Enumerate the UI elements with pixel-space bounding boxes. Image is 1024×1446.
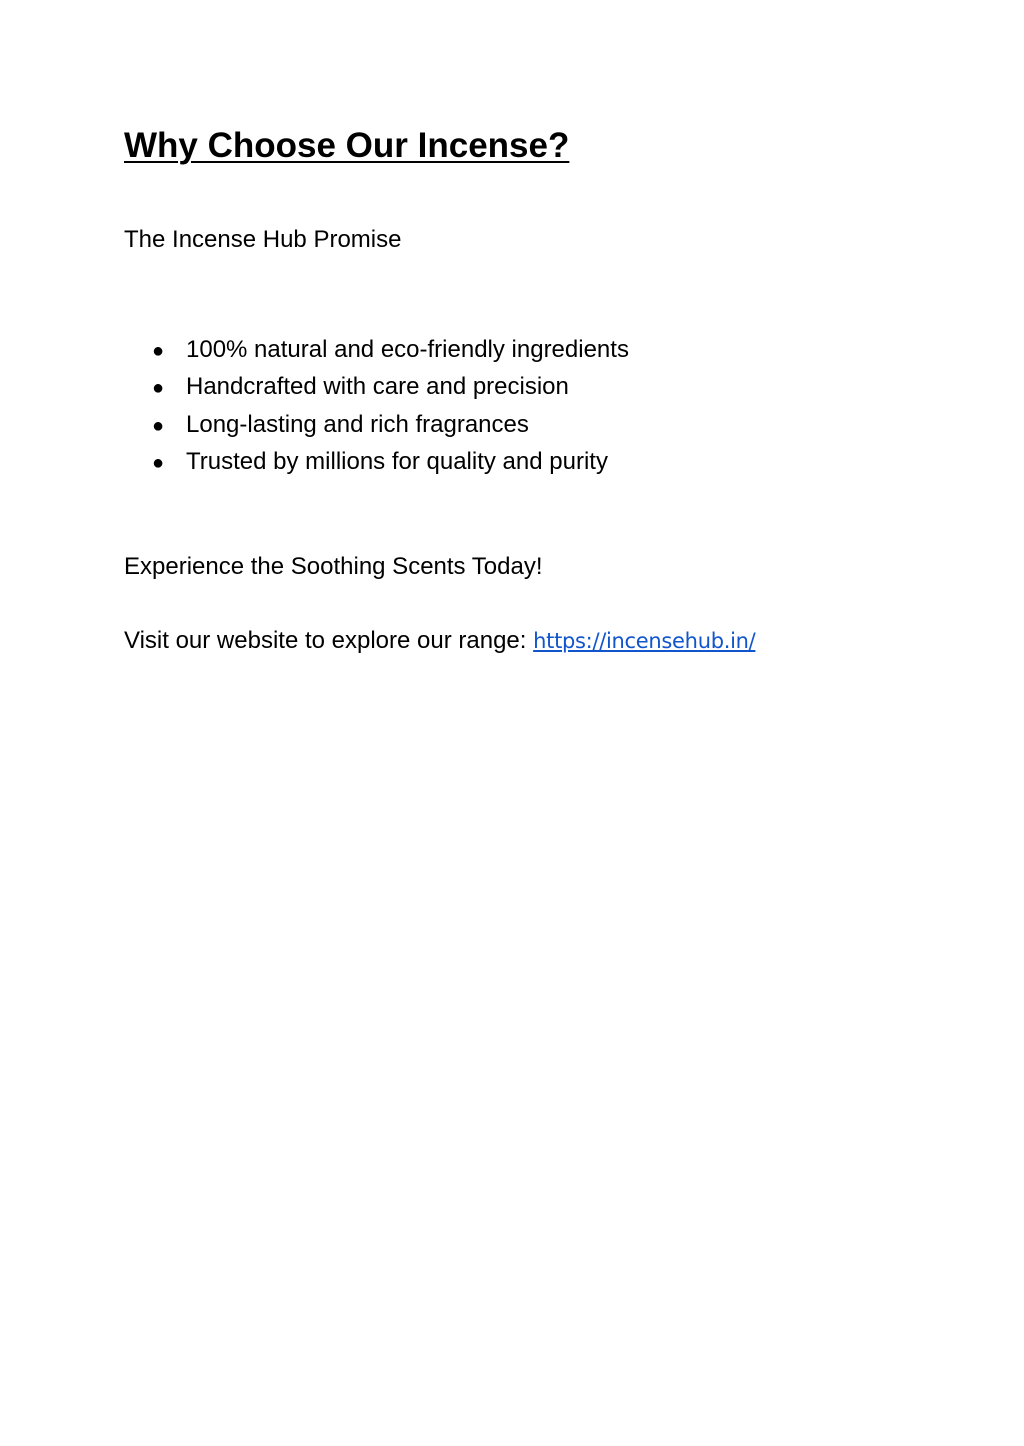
list-item [152,369,629,406]
list-item-text: Handcrafted with care and precision [186,373,569,401]
list-item [152,332,629,369]
list-item [152,444,629,481]
bullet-icon: ● [152,377,165,400]
promise-list [152,332,629,481]
list-item-text: 100% natural and eco-friendly ingredients [186,336,629,363]
page-title: Why Choose Our Incense? [124,126,570,165]
list-item [152,407,629,444]
call-to-action: Experience the Soothing Scents Today! [124,553,543,580]
bullet-icon: ● [152,451,165,474]
visit-text: Visit our website to explore our range: [124,627,534,654]
list-item-text: Long-lasting and rich fragrances [186,410,529,438]
list-item-text: Trusted by millions for quality and purity [186,447,608,475]
visit-paragraph [124,624,755,658]
subtitle: The Incense Hub Promise [124,226,402,253]
bullet-icon: ● [152,414,165,437]
website-link[interactable]: https://incensehub.in/ [533,629,756,653]
bullet-icon: ● [152,340,165,362]
